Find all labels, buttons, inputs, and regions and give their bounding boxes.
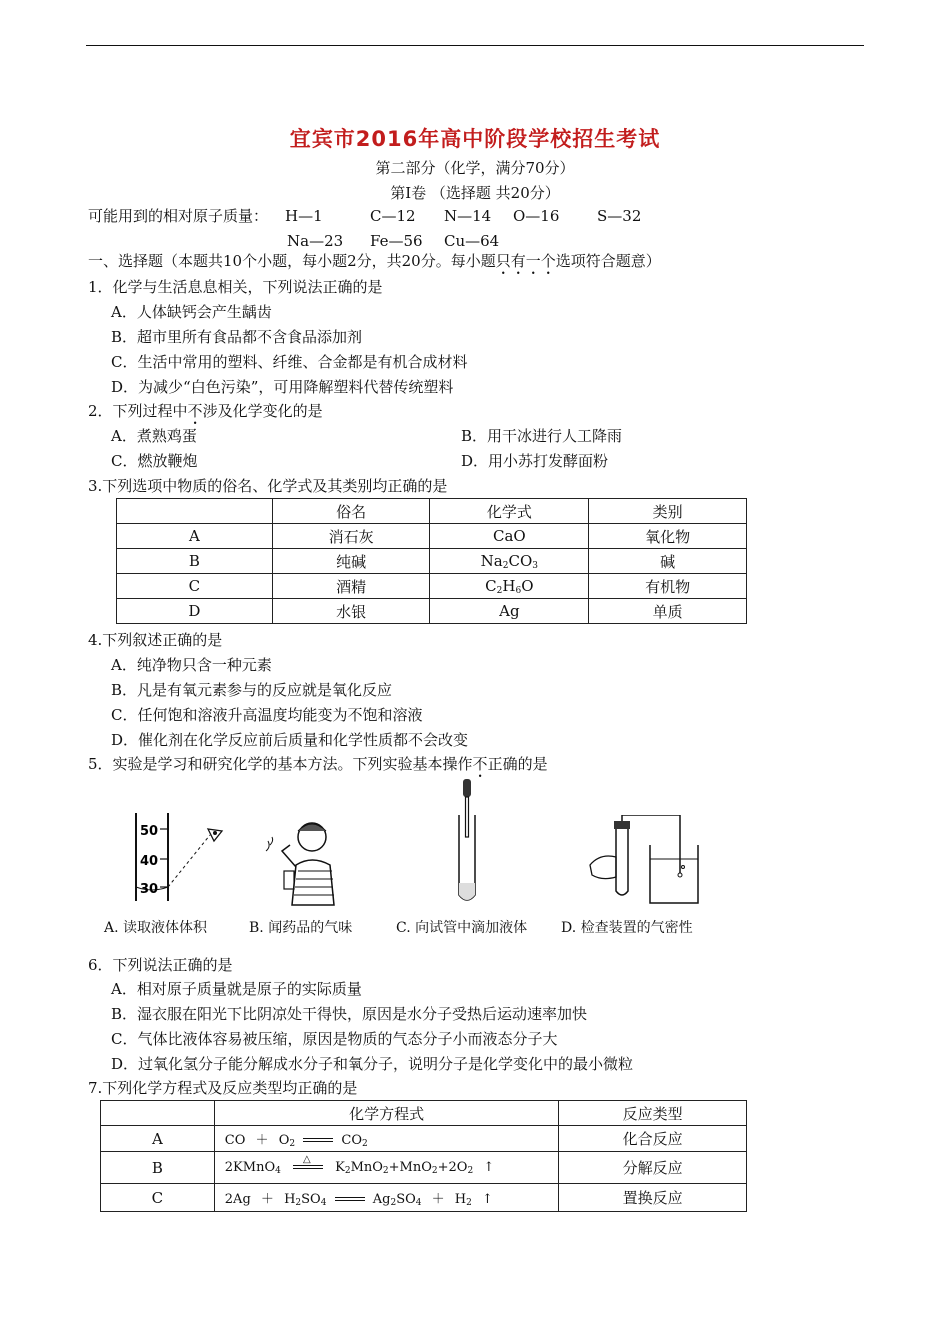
q3-stem: 3.下列选项中物质的俗名、化学式及其类别均正确的是 [88, 477, 448, 495]
q6-option-b[interactable]: B．湿衣服在阳光下比阴凉处干得快，原因是水分子受热后运动速率加快 [111, 1005, 588, 1023]
figure-read-volume [122, 805, 242, 905]
figure-check-airtightness [580, 815, 710, 910]
atomic-mass-o: O—16 [513, 207, 560, 225]
row-label: C [117, 574, 273, 599]
q1-stem: 1．化学与生活息息相关，下列说法正确的是 [88, 278, 383, 296]
header-rule [86, 45, 864, 46]
atomic-mass-na: Na—23 [287, 232, 344, 250]
table-header: 反应类型 [559, 1101, 747, 1126]
gas-arrow-icon: ↑ [482, 1191, 493, 1207]
atomic-mass-n: N—14 [444, 207, 492, 225]
table-header-row [101, 1101, 747, 1126]
q2-option-a[interactable]: A．煮熟鸡蛋 [111, 427, 197, 445]
reaction-type: 分解反应 [559, 1152, 747, 1184]
table-row [101, 1184, 747, 1212]
scale-label: 30 [140, 882, 159, 897]
q4-option-a[interactable]: A．纯净物只含一种元素 [111, 656, 272, 674]
table-row [101, 1152, 747, 1184]
row-label: A [117, 524, 273, 549]
caption-d: D. 检查装置的气密性 [561, 920, 693, 936]
q7-table [100, 1100, 747, 1212]
table-header: 类别 [589, 499, 747, 524]
heat-equals-sign: △ [293, 1165, 323, 1169]
q4-option-b[interactable]: B．凡是有氧元素参与的反应就是氧化反应 [111, 681, 393, 699]
atomic-mass-cu: Cu—64 [444, 232, 500, 250]
formula: CaO [430, 524, 589, 549]
section-heading: 第Ⅰ卷 （选择题 共20分） [390, 184, 560, 202]
q4-option-c[interactable]: C．任何饱和溶液升高温度均能变为不饱和溶液 [111, 706, 423, 724]
formula: $C_2H_6O$ [430, 574, 589, 599]
atomic-mass-c: C—12 [370, 207, 416, 225]
q6-stem: 6．下列说法正确的是 [88, 956, 233, 974]
category: 单质 [589, 599, 747, 624]
row-label: B [101, 1152, 215, 1184]
caption-c: C. 向试管中滴加液体 [396, 920, 528, 936]
q2-option-c[interactable]: C．燃放鞭炮 [111, 452, 198, 470]
equation: 2KMnO$_4$ △ $K_2MnO_2+MnO_2+2O_2$ ↑ [214, 1152, 559, 1184]
q7-stem: 7.下列化学方程式及反应类型均正确的是 [88, 1079, 358, 1097]
atomic-mass-h: H—1 [285, 207, 323, 225]
gas-arrow-icon: ↑ [483, 1159, 495, 1175]
table-header: 化学方程式 [214, 1101, 559, 1126]
formula: Ag [430, 599, 589, 624]
common-name: 纯碱 [272, 549, 430, 574]
q2-option-d[interactable]: D．用小苏打发酵面粉 [461, 452, 609, 470]
table-row [117, 574, 747, 599]
category: 碱 [589, 549, 747, 574]
atomic-mass-s: S—32 [597, 207, 642, 225]
equation: CO ＋ $O_2$ $CO_2$ [214, 1126, 559, 1152]
q2-option-b[interactable]: B．用干冰进行人工降雨 [461, 427, 623, 445]
table-row [117, 599, 747, 624]
common-name: 水银 [272, 599, 430, 624]
equation: $2Ag + H_2SO_4$ $Ag_2SO_4 + H_2$ ↑ [214, 1184, 559, 1212]
atomic-mass-fe: Fe—56 [370, 232, 423, 250]
q3-table [116, 498, 747, 624]
reaction-type: 化合反应 [559, 1126, 747, 1152]
reaction-type: 置换反应 [559, 1184, 747, 1212]
q1-option-a[interactable]: A．人体缺钙会产生龋齿 [111, 303, 272, 321]
equals-sign [335, 1197, 365, 1201]
q1-option-c[interactable]: C．生活中常用的塑料、纤维、合金都是有机合成材料 [111, 353, 468, 371]
row-label: C [101, 1184, 215, 1212]
caption-b: B. 闻药品的气味 [249, 920, 353, 936]
q6-option-c[interactable]: C．气体比液体容易被压缩，原因是物质的气态分子小而液态分子大 [111, 1030, 558, 1048]
scale-label: 50 [140, 824, 159, 839]
q2-stem: 2．下列过程中不涉及化学变化的是 [88, 402, 323, 420]
equals-sign [303, 1138, 333, 1142]
exam-subtitle: 第二部分（化学，满分70分） [375, 159, 575, 177]
figure-drop-liquid [438, 775, 498, 910]
table-header: 化学式 [430, 499, 589, 524]
q1-option-d[interactable]: D．为减少“白色污染”，可用降解塑料代替传统塑料 [111, 378, 454, 396]
atomic-mass-label: 可能用到的相对原子质量： [88, 207, 269, 225]
q6-option-d[interactable]: D．过氧化氢分子能分解成水分子和氧分子，说明分子是化学变化中的最小微粒 [111, 1055, 634, 1073]
figure-smell-chemical [262, 815, 352, 910]
q1-option-b[interactable]: B．超市里所有食品都不含食品添加剂 [111, 328, 363, 346]
emphasis-only-one: 只有一个 [495, 252, 556, 270]
category: 氧化物 [589, 524, 747, 549]
exam-title: 宜宾市2016年高中阶段学校招生考试 [289, 127, 661, 151]
common-name: 酒精 [272, 574, 430, 599]
table-header: 俗名 [272, 499, 430, 524]
formula: $Na_2CO_3$ [430, 549, 589, 574]
caption-a: A. 读取液体体积 [104, 920, 208, 936]
q6-option-a[interactable]: A．相对原子质量就是原子的实际质量 [111, 980, 362, 998]
common-name: 消石灰 [272, 524, 430, 549]
table-row [101, 1126, 747, 1152]
row-label: A [101, 1126, 215, 1152]
table-row [117, 524, 747, 549]
table-header-row [117, 499, 747, 524]
scale-label: 40 [140, 854, 159, 869]
q4-option-d[interactable]: D．催化剂在化学反应前后质量和化学性质都不会改变 [111, 731, 469, 749]
category: 有机物 [589, 574, 747, 599]
row-label: B [117, 549, 273, 574]
q4-stem: 4.下列叙述正确的是 [88, 631, 223, 649]
table-row [117, 549, 747, 574]
table-header [117, 499, 273, 524]
row-label: D [117, 599, 273, 624]
section-instruction: 一、选择题（本题共10个小题，每小题2分，共20分。每小题只有一个选项符合题意） [88, 252, 661, 270]
table-header [101, 1101, 215, 1126]
q5-stem: 5．实验是学习和研究化学的基本方法。下列实验基本操作不正确的是 [88, 755, 548, 773]
